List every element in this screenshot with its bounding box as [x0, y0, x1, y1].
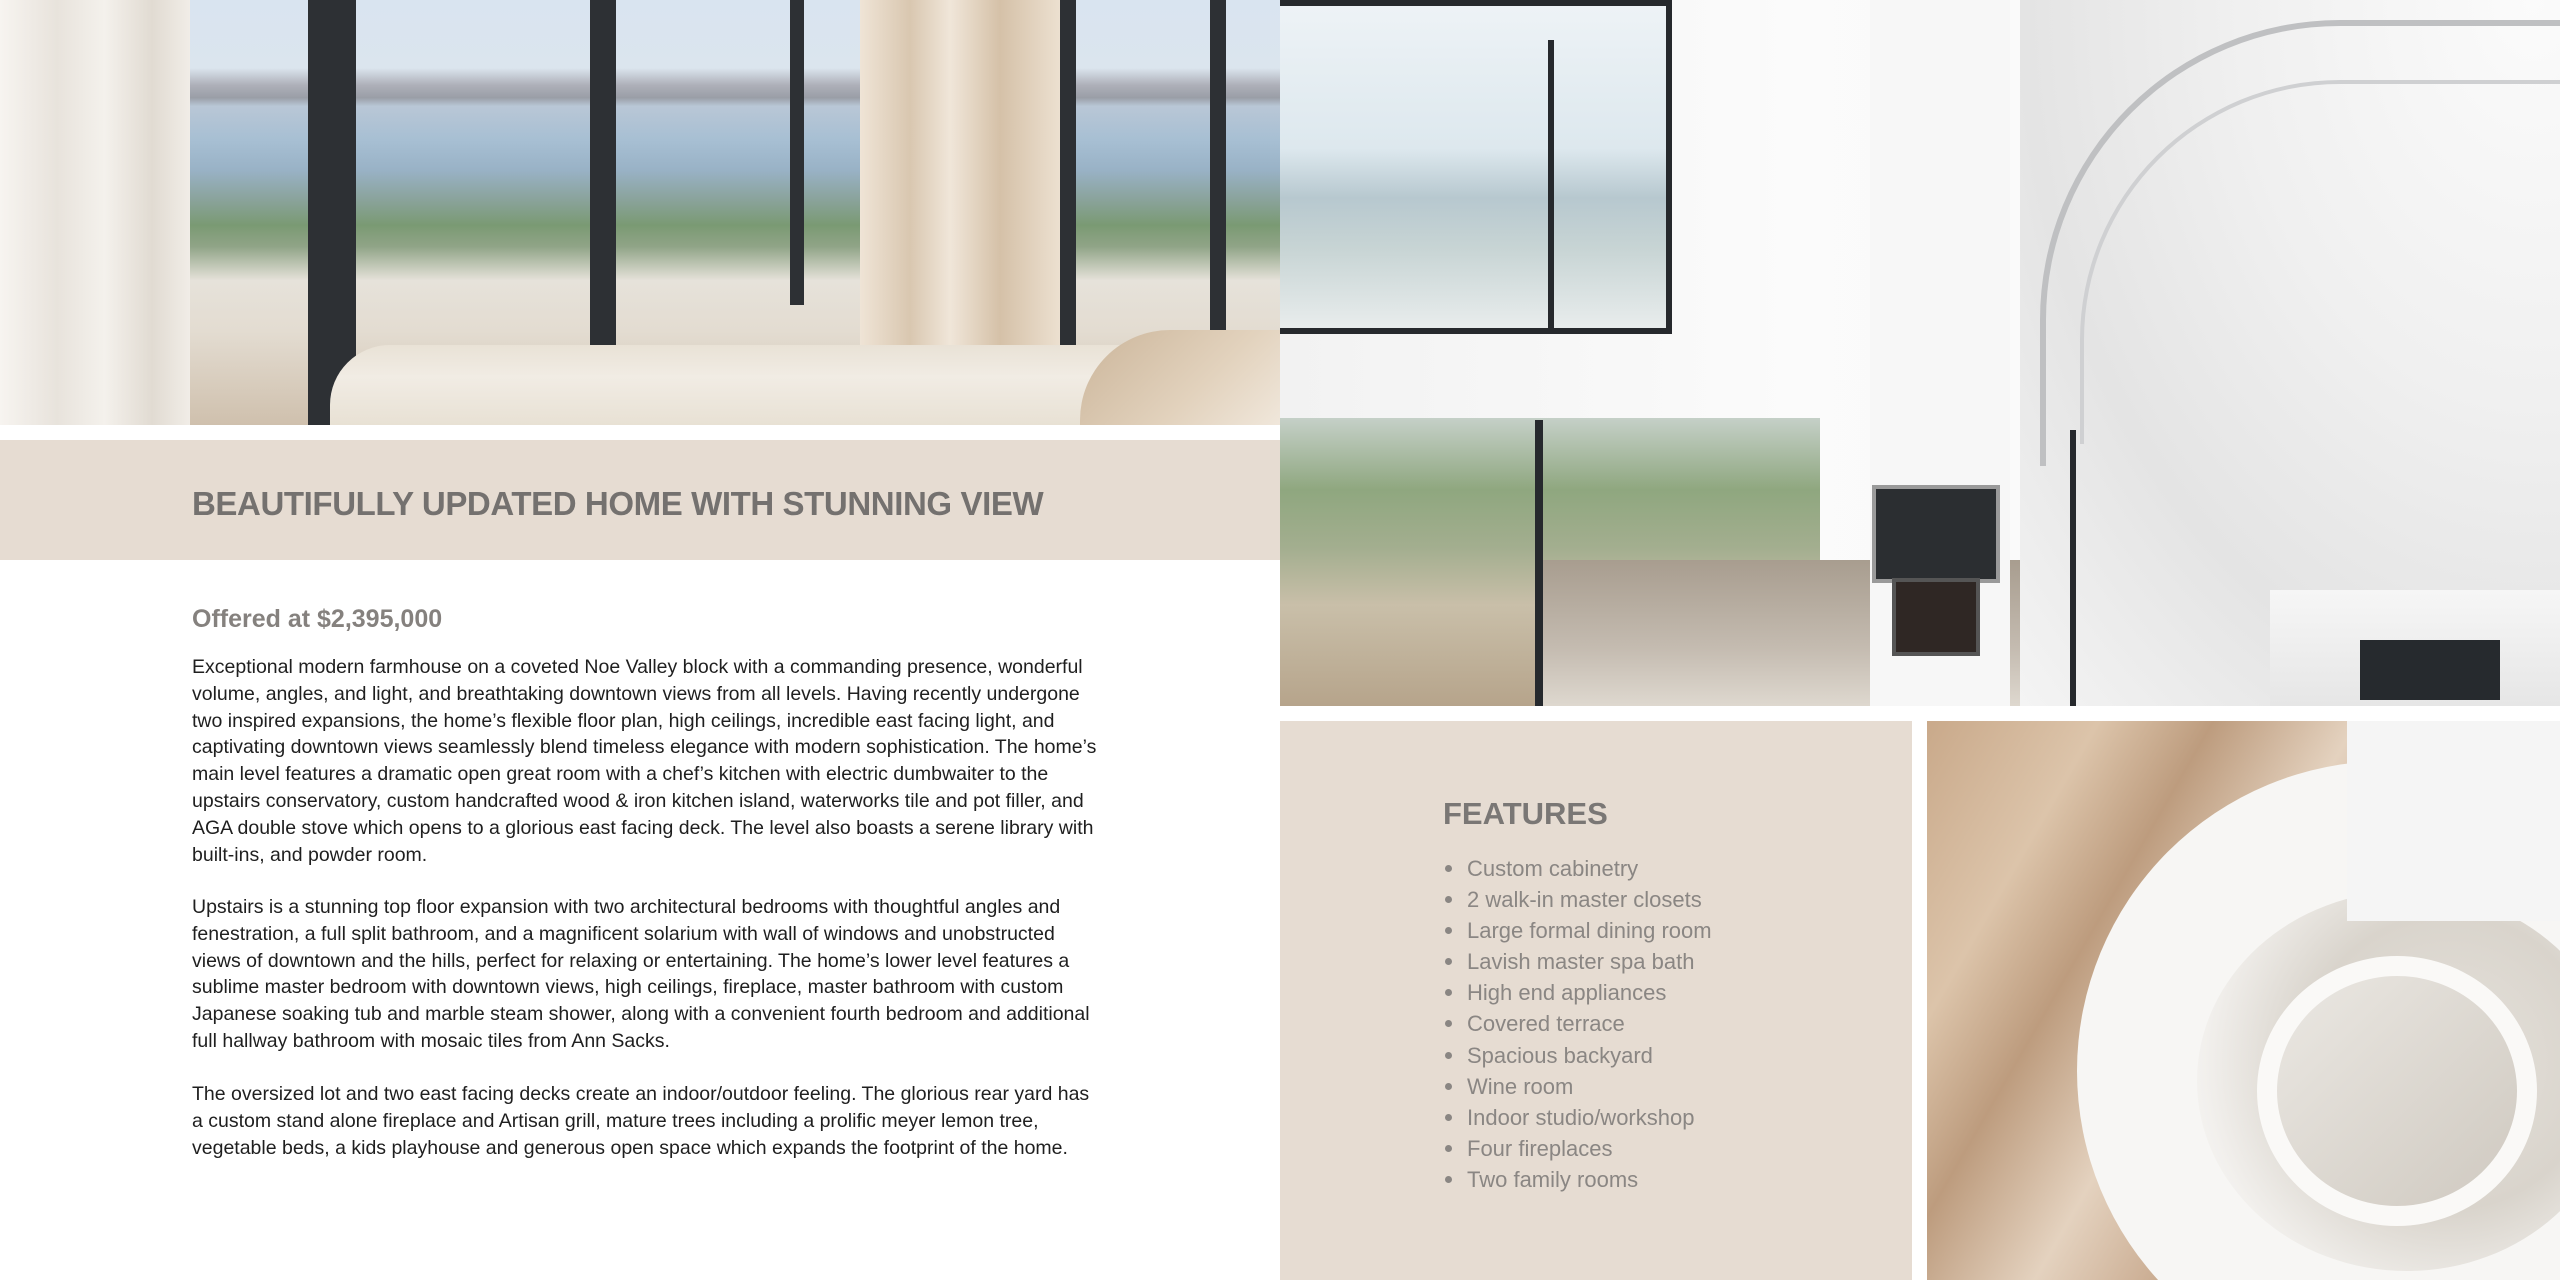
feature-item: Two family rooms [1443, 1164, 1712, 1195]
feature-item: Custom cabinetry [1443, 853, 1712, 884]
feature-item: High end appliances [1443, 977, 1712, 1008]
description-paragraph: Exceptional modern farmhouse on a coveted Noe Valley block with a commanding presence, wonderful volume, angles, and light, and breathtaking downtown views from all levels. Having recently undergone two inspired expansions, the home’s flexible floor plan, high ceilings, incredible east facing light, and captivating downtown views seamlessly blend timeless elegance with modern sophistication. The home’s main level features a dramatic open great room with a chef’s kitchen with electric dumbwaiter to the upstairs conservatory, custom handcrafted wood & iron kitchen island, waterworks tile and pot filler, and AGA double stove which opens to a glorious east facing deck. The level also boasts a serene library with built-ins, and powder room. [192, 656, 1097, 866]
spiral-stair-core [2257, 956, 2537, 1226]
feature-item: Covered terrace [1443, 1008, 1712, 1039]
linen-curtain [860, 0, 1060, 360]
window-frame [1280, 0, 1670, 6]
page-headline: BEAUTIFULLY UPDATED HOME WITH STUNNING VIEW [192, 485, 1044, 522]
sheer-curtain [0, 0, 190, 425]
window-frame [1535, 420, 1543, 706]
feature-item: Wine room [1443, 1071, 1712, 1102]
offer-price: Offered at $2,395,000 [192, 605, 443, 633]
stair-landing [2347, 721, 2560, 921]
upper-window-view [1280, 0, 1670, 330]
fireplace [1872, 485, 2000, 583]
bedroom-lake-view-photo [0, 0, 1280, 425]
wood-stove [1892, 578, 1980, 656]
spiral-staircase-photo [1927, 721, 2560, 1280]
description-paragraph: The oversized lot and two east facing decks create an indoor/outdoor feeling. The glorious rear yard has a custom stand alone fireplace and Artisan grill, mature trees including a prolific meyer lemon tree, vegetable beds, a kids playhouse and generous open space which expands the footprint of the home. [192, 1083, 1090, 1159]
features-title: FEATURES [1443, 796, 1608, 831]
feature-item: Large formal dining room [1443, 915, 1712, 946]
wooden-deck [1540, 560, 2100, 706]
window-frame [2070, 430, 2076, 706]
feature-item: Spacious backyard [1443, 1040, 1712, 1071]
window-frame [1280, 328, 1670, 334]
description-paragraph: Upstairs is a stunning top floor expansion with two architectural bedrooms with thoughtful angles and fenestration, a full split bathroom, and a magnificent solarium with wall of windows and unobstructed views of downtown and the hills, perfect for relaxing or entertaining. The home’s lower level features a sublime master bedroom with downtown views, high ceilings, fireplace, master bathroom with custom Japanese soaking tub and marble steam shower, along with a convenient fourth bedroom and additional full hallway bathroom with mosaic tiles from Ann Sacks. [192, 896, 1090, 1052]
feature-item: Lavish master spa bath [1443, 946, 1712, 977]
features-list [1443, 853, 1712, 1195]
window-frame [590, 0, 616, 380]
feature-item: 2 walk-in master closets [1443, 884, 1712, 915]
living-room-photo [1280, 0, 2560, 706]
window-frame [790, 0, 804, 305]
feature-item: Four fireplaces [1443, 1133, 1712, 1164]
window-frame [1666, 0, 1672, 334]
window-frame [1210, 0, 1226, 360]
feature-item: Indoor studio/workshop [1443, 1102, 1712, 1133]
cooktop [2360, 640, 2500, 700]
window-frame [1548, 40, 1554, 332]
